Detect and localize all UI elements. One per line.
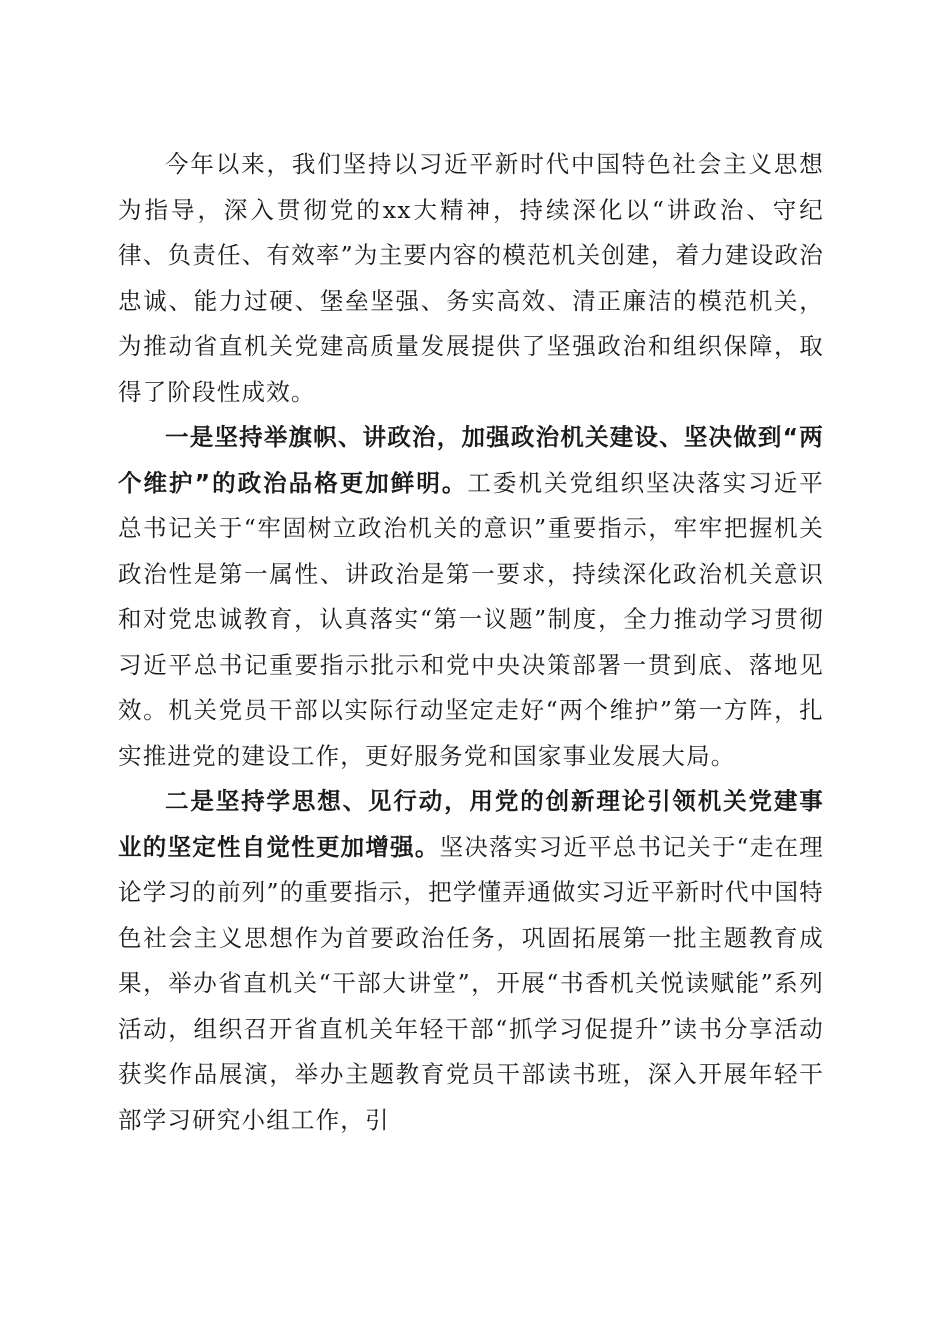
paragraph-point-one xyxy=(118,415,824,779)
paragraph-point-two xyxy=(118,779,824,1143)
paragraph-point-two-lead: 二是坚持学思想、见行动，用党的创新理论引领机关党建事业的坚定性自觉性更加增强。 xyxy=(118,787,824,861)
paragraph-intro xyxy=(118,142,824,415)
document-body xyxy=(118,142,824,1143)
paragraph-point-one-text: 工委机关党组织坚决落实习近平总书记关于“牢固树立政治机关的意识”重要指示，牢牢把握机关政治性是第一属性、讲政治是第一要求，持续深化政治机关意识和对党忠诚教育，认真落实“第一议题”制度，全力推动学习贯彻习近平总书记重要指示批示和党中央决策部署一贯到底、落地见效。机关党员干部以实际行动坚定走好“两个维护”第一方阵，扎实推进党的建设工作，更好服务党和国家事业发展大局。 xyxy=(118,468,824,770)
paragraph-point-one-lead: 一是坚持举旗帜、讲政治，加强政治机关建设、坚决做到“两个维护”的政治品格更加鲜明。 xyxy=(118,423,824,497)
paragraph-point-two-text: 坚决落实习近平总书记关于“走在理论学习的前列”的重要指示，把学懂弄通做实习近平新时代中国特色社会主义思想作为首要政治任务，巩固拓展第一批主题教育成果，举办省直机关“干部大讲堂”，开展“书香机关悦读赋能”系列活动，组织召开省直机关年轻干部“抓学习促提升”读书分享活动获奖作品展演，举办主题教育党员干部读书班，深入开展年轻干部学习研究小组工作，引 xyxy=(118,832,824,1134)
paragraph-intro-text: 今年以来，我们坚持以习近平新时代中国特色社会主义思想为指导，深入贯彻党的xx大精神，持续深化以“讲政治、守纪律、负责任、有效率”为主要内容的模范机关创建，着力建设政治忠诚、能力过硬、堡垒坚强、务实高效、清正廉洁的模范机关，为推动省直机关党建高质量发展提供了坚强政治和组织保障，取得了阶段性成效。 xyxy=(118,150,824,406)
